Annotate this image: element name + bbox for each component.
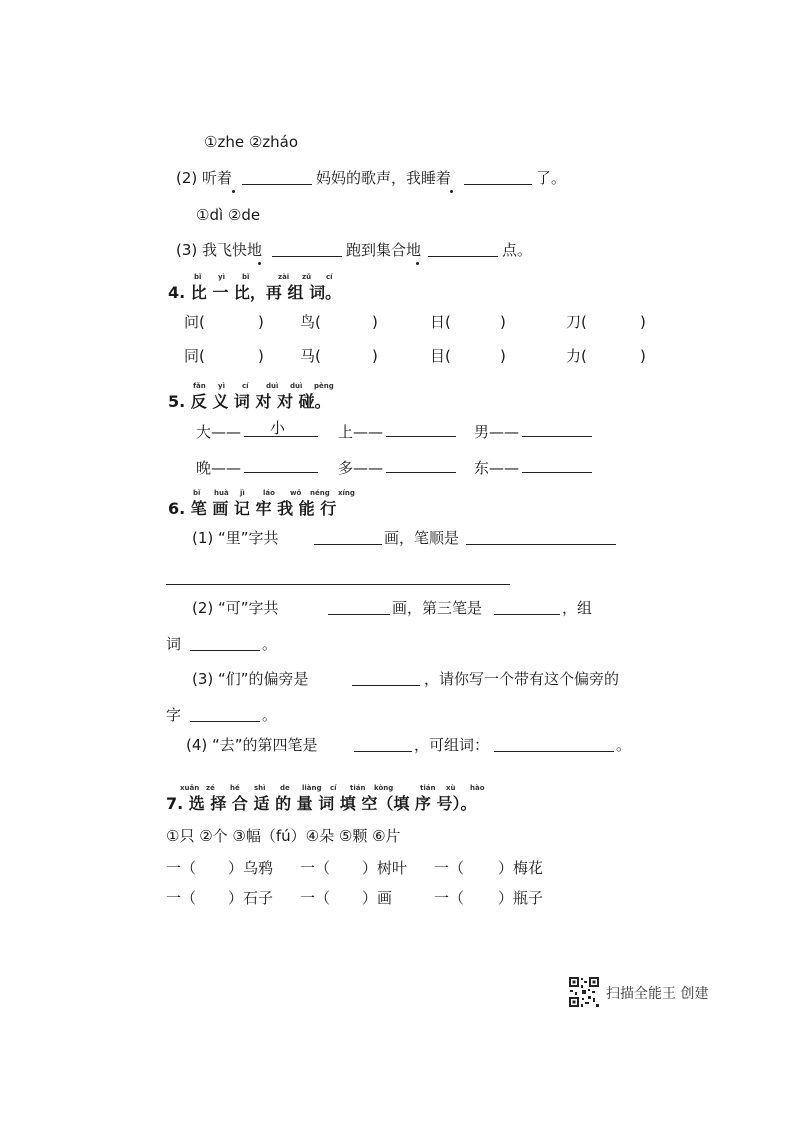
q4-r2-c1-open: 同( [184,347,205,365]
q3-item3-middle: 跑到集合地 [346,241,422,259]
q7-pinyin-2: hé [230,784,240,792]
q6-i4-middle: ，可组词： [414,736,490,754]
q7-pinyin-5: liàng [302,784,322,792]
q7-pinyin-11: hào [470,784,485,792]
q4-r1-c3-close: ) [500,313,506,331]
q6-i1-blank1[interactable] [314,544,382,545]
q6-pinyin-4: wǒ [290,489,302,497]
q4-r1-c2-open: 鸟( [300,313,321,331]
q6-i4-blank1[interactable] [354,751,412,752]
q7-r2-c2-open: 一（ [300,889,331,907]
q3-item2-blank2[interactable] [464,184,532,185]
q3-item3-prefix: (3) 我飞快地 [176,241,263,259]
q6-i2-end: 。 [262,635,278,653]
q5-r2-blank1[interactable] [244,472,318,473]
q6-i3-prefix: (3) “们”的偏旁是 [192,670,309,688]
q5-pinyin-5: pèng [314,382,334,390]
q4-r2-c1-close: ) [258,347,264,365]
q5-pinyin-2: cí [242,382,249,390]
q6-i4-blank2[interactable] [494,751,614,752]
q6-pinyin-3: láo [263,489,275,497]
q6-i3-blank2[interactable] [190,721,260,722]
q4-r2-c3-close: ) [500,347,506,365]
q7-r1-c2-open: 一（ [300,859,331,877]
q5-r1-answer: 小 [270,419,286,437]
q5-r2-pair2: 多—— [338,459,384,477]
q6-i4-prefix: (4) “去”的第四笔是 [186,736,318,754]
q4-pinyin-4: zǔ [302,273,312,281]
q5-r1-blank3[interactable] [522,436,592,437]
emphasis-dot [258,262,261,265]
q4-r1-c3-open: 日( [430,313,451,331]
q3-item2-middle: 妈妈的歌声，我睡着 [316,169,452,187]
q6-i1-middle: 画，笔顺是 [384,529,460,547]
q7-pinyin-9: tián [420,784,436,792]
q4-pinyin-5: cí [326,273,333,281]
q7-r2-c1-close: ）石子 [228,889,274,907]
q6-pinyin-5: néng [310,489,330,497]
q4-r2-c4-open: 力( [566,347,587,365]
q7-r2-c3-close: ）瓶子 [498,889,544,907]
q6-i1-prefix: (1) “里”字共 [192,529,279,547]
q6-i3-blank1[interactable] [352,685,420,686]
q5-r1-pair1: 大—— [196,423,242,441]
q7-pinyin-8: kòng [374,784,394,792]
q6-i2-prefix: (2) “可”字共 [192,599,279,617]
q6-i2-word-label: 词 [166,635,182,653]
scanner-watermark: 扫描全能王 创建 [606,986,709,1002]
q6-i2-suffix: ，组 [562,599,593,617]
q5-r1-pair3: 男—— [474,423,520,441]
q3-item2-prefix: (2) 听着 [176,169,233,187]
q7-pinyin-4: de [280,784,290,792]
q3-item3-suffix: 点。 [502,241,533,259]
q4-r2-c4-close: ) [640,347,646,365]
q5-r2-pair3: 东—— [474,459,520,477]
q7-options: ①只 ②个 ③幅（fú）④朵 ⑤颗 ⑥片 [166,827,401,845]
q4-r1-c1-close: ) [258,313,264,331]
q7-pinyin-3: shì [254,784,266,792]
q6-i3-char-label: 字 [166,706,182,724]
q4-r2-c2-close: ) [372,347,378,365]
q7-pinyin-10: xù [446,784,456,792]
q5-r2-pair1: 晚—— [196,459,242,477]
q6-i2-blank3[interactable] [190,650,260,651]
q3-options-2: ①dì ②de [196,206,261,224]
q7-r2-c3-open: 一（ [434,889,465,907]
q6-i4-end: 。 [616,736,632,754]
q7-r1-c3-open: 一（ [434,859,465,877]
q4-pinyin-1: yì [218,273,225,281]
q3-item3-blank1[interactable] [272,256,342,257]
q3-item3-blank2[interactable] [428,256,498,257]
q4-pinyin-0: bǐ [194,273,202,281]
q6-i3-middle: ，请你写一个带有这个偏旁的 [424,670,620,688]
q4-pinyin-2: bǐ [242,273,250,281]
q4-pinyin-3: zài [278,273,290,281]
q7-r2-c1-open: 一（ [166,889,197,907]
q5-pinyin-1: yì [218,382,225,390]
q5-pinyin-4: duì [290,382,303,390]
q5-r1-pair2: 上—— [338,423,384,441]
q6-pinyin-0: bǐ [193,489,201,497]
q6-pinyin-6: xíng [338,489,355,497]
q5-pinyin-0: fǎn [193,382,206,390]
q5-r2-blank3[interactable] [522,472,592,473]
q3-options-1: ①zhe ②zháo [204,133,299,151]
q3-item2-suffix: 了。 [536,169,567,187]
q4-r2-c2-open: 马( [300,347,321,365]
q6-i3-end: 。 [262,706,278,724]
q5-title: 5. 反 义 词 对 对 碰。 [168,392,331,411]
qr-code-icon [568,976,600,1008]
q6-i2-middle: 画，第三笔是 [392,599,483,617]
emphasis-dot [416,262,419,265]
q6-title: 6. 笔 画 记 牢 我 能 行 [168,499,337,518]
emphasis-dot [450,190,453,193]
q4-r1-c1-open: 问( [184,313,205,331]
emphasis-dot [232,190,235,193]
q6-pinyin-2: jì [240,489,245,497]
q7-r1-c1-open: 一（ [166,859,197,877]
q6-i2-blank2[interactable] [494,614,560,615]
q6-i2-blank1[interactable] [328,614,390,615]
q7-r1-c3-close: ）梅花 [498,859,544,877]
q4-r1-c4-close: ) [640,313,646,331]
q6-i1-blank3[interactable] [166,584,510,585]
q4-title: 4. 比 一 比，再 组 词。 [168,283,342,302]
q7-r1-c2-close: ）树叶 [362,859,408,877]
q3-item2-blank1[interactable] [242,184,312,185]
q7-pinyin-6: cí [330,784,337,792]
q5-r1-blank2[interactable] [386,436,456,437]
q7-pinyin-7: tián [350,784,366,792]
q5-r2-blank2[interactable] [386,472,456,473]
q7-r2-c2-close: ）画 [362,889,393,907]
q6-i1-blank2[interactable] [466,544,616,545]
q4-r1-c2-close: ) [372,313,378,331]
q6-pinyin-1: huà [214,489,229,497]
q7-pinyin-1: zé [206,784,215,792]
q4-r2-c3-open: 目( [430,347,451,365]
q7-r1-c1-close: ）乌鸦 [228,859,274,877]
q5-pinyin-3: duì [266,382,279,390]
q7-title: 7. 选 择 合 适 的 量 词 填 空（填 序 号）。 [166,794,477,813]
q4-r1-c4-open: 刀( [566,313,587,331]
q7-pinyin-0: xuǎn [180,784,200,792]
